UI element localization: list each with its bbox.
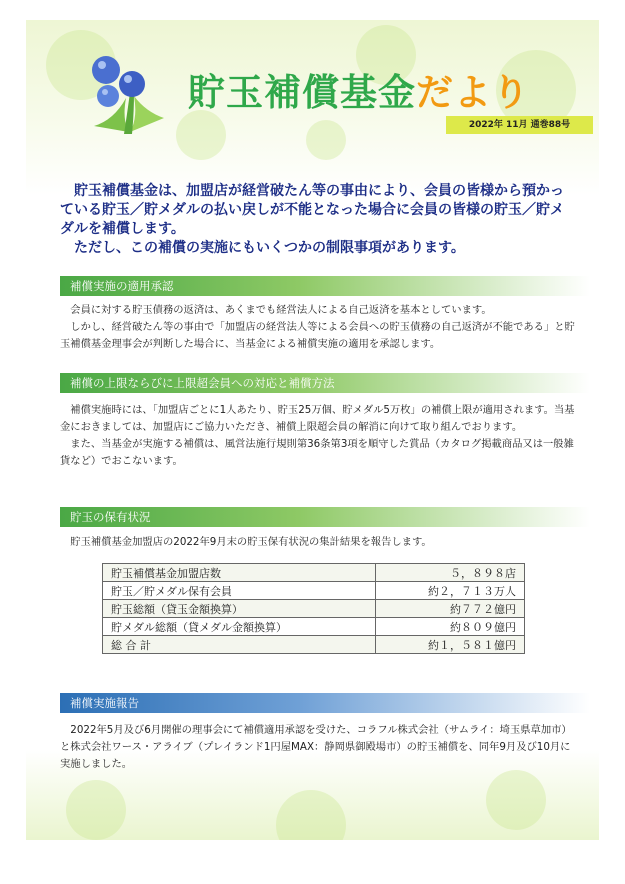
row-label: 貯玉／貯メダル保有会員 bbox=[103, 582, 376, 600]
row-label: 貯玉総額（貸玉金額換算） bbox=[103, 600, 376, 618]
title-main: 貯玉補償基金 bbox=[188, 71, 416, 114]
table-row bbox=[103, 600, 525, 618]
title-tail: だより bbox=[416, 71, 530, 114]
section-body bbox=[60, 302, 580, 353]
section-heading: 貯玉の保有状況 bbox=[60, 507, 590, 527]
body-paragraph: 2022年5月及び6月開催の理事会にて補償適用承認を受けた、コラフル株式会社（サムライ：埼玉県草加市）と株式会社ワース・アライブ（プレイランド1円屋MAX：静岡県御殿場市）の貯玉補償を、同年9月及び10月に実施しました。 bbox=[60, 724, 572, 770]
section-heading: 補償実施の適用承認 bbox=[60, 276, 590, 296]
section-body bbox=[60, 402, 580, 470]
row-label: 貯玉補償基金加盟店数 bbox=[103, 564, 376, 582]
row-value: 約１，５８１億円 bbox=[376, 636, 525, 654]
row-label: 貯メダル総額（貸メダル金額換算） bbox=[103, 618, 376, 636]
issue-label: 2022年 11月 通巻88号 bbox=[446, 116, 593, 134]
section-heading: 補償の上限ならびに上限超会員への対応と補償方法 bbox=[60, 373, 590, 393]
row-label: 総 合 計 bbox=[103, 636, 376, 654]
row-value: 約７７２億円 bbox=[376, 600, 525, 618]
section-body bbox=[60, 534, 580, 551]
row-value: 約８０９億円 bbox=[376, 618, 525, 636]
table-row bbox=[103, 564, 525, 582]
body-paragraph: 貯玉補償基金加盟店の2022年9月末の貯玉保有状況の集計結果を報告します。 bbox=[70, 536, 432, 548]
section-heading: 補償実施報告 bbox=[60, 693, 590, 713]
intro-paragraph: 貯玉補償基金は、加盟店が経営破たん等の事由により、会員の皆様から預かっている貯玉／貯メダルの払い戻しが不能となった場合に会員の皆様の貯玉／貯メダルを補償します。 bbox=[60, 183, 564, 237]
intro-text bbox=[60, 182, 565, 258]
row-value: ５，８９８店 bbox=[376, 564, 525, 582]
logo-icon bbox=[84, 48, 174, 138]
body-paragraph: しかし、経営破たん等の事由で「加盟店の経営法人等による会員への貯玉債務の自己返済が不能である」と貯玉補償基金理事会が判断した場合に、当基金による補償実施の適用を承認します。 bbox=[60, 321, 575, 350]
table-row bbox=[103, 636, 525, 654]
body-paragraph: 補償実施時には、「加盟店ごとに1人あたり、貯玉25万個、貯メダル5万枚」の補償上限が適用されます。当基金におきましては、加盟店にご協力いただき、補償上限超会員の解消に向けて取り組んでおります。 bbox=[60, 404, 575, 433]
section-body bbox=[60, 722, 580, 773]
newsletter-page bbox=[26, 20, 599, 840]
intro-paragraph: ただし、この補償の実施にもいくつかの制限事項があります。 bbox=[74, 240, 465, 256]
newsletter-title bbox=[188, 62, 530, 116]
table-row bbox=[103, 582, 525, 600]
row-value: 約２，７１３万人 bbox=[376, 582, 525, 600]
body-paragraph: また、当基金が実施する補償は、風営法施行規則第36条第3項を順守した賞品（カタログ掲載商品又は一般雑貨など）でおこないます。 bbox=[60, 438, 574, 467]
holdings-table bbox=[102, 563, 525, 654]
body-paragraph: 会員に対する貯玉債務の返済は、あくまでも経営法人による自己返済を基本としています。 bbox=[70, 304, 492, 316]
table-row bbox=[103, 618, 525, 636]
